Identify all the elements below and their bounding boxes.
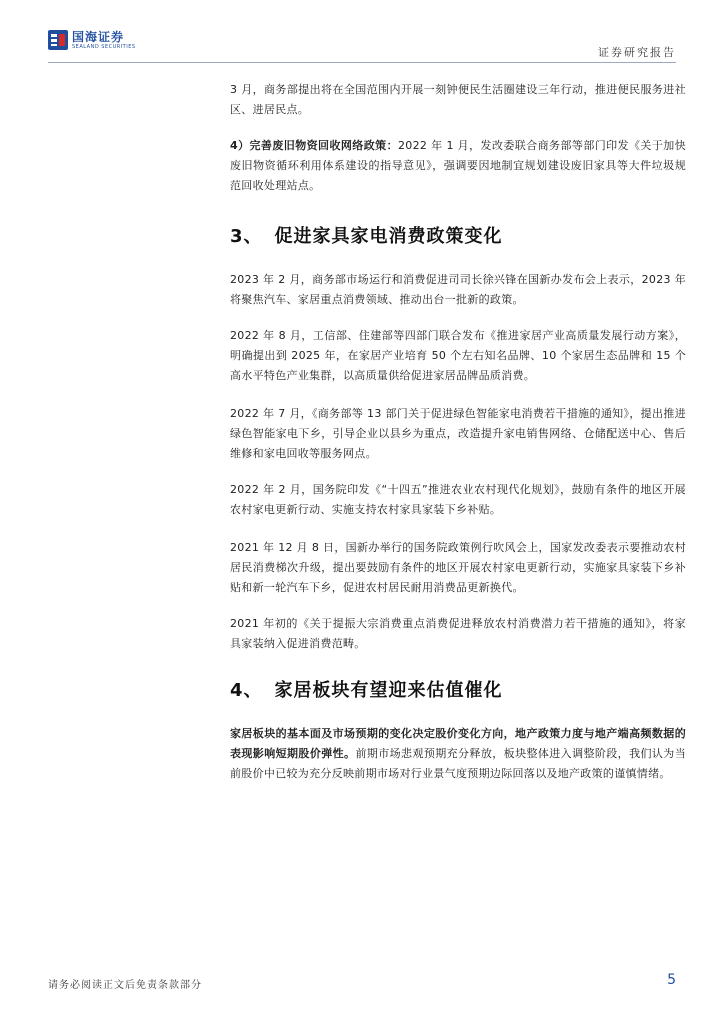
paragraph-8: 2021 年初的《关于提振大宗消费重点消费促进释放农村消费潜力若干措施的通知》，将家具家装纳入促进消费范畴。 <box>230 617 686 650</box>
paragraph-9-lead: 家居板块的基本面及市场预期的变化决定股价变化方向，地产政策力度与地产端高频数据的表现影响短期股价弹性。 <box>230 727 686 760</box>
paragraph-6: 2022 年 2 月，国务院印发《“十四五”推进农业农村现代化规划》，鼓励有条件的地区开展农村家电更新行动、实施支持农村家具家装下乡补贴。 <box>230 483 686 516</box>
section-3-number: 3、 <box>230 226 263 247</box>
paragraph-2-lead: 4）完善废旧物资回收网络政策： <box>230 139 398 152</box>
section-4-number: 4、 <box>230 680 263 701</box>
section-4-title: 家居板块有望迎来估值催化 <box>274 680 503 701</box>
paragraph-3: 2023 年 2 月，商务部市场运行和消费促进司司长徐兴锋在国新办发布会上表示，2023 年将聚焦汽车、家居重点消费领域、推动出台一批新的政策。 <box>230 273 686 306</box>
report-type-label: 证券研究报告 <box>598 46 676 59</box>
logo-cn-text: 国海证券 <box>72 29 125 44</box>
paragraph-1: 3 月，商务部提出将在全国范围内开展一刻钟便民生活圈建设三年行动，推进便民服务进社区、进居民点。 <box>230 83 686 116</box>
section-3-title: 促进家具家电消费政策变化 <box>274 226 503 247</box>
header-divider <box>48 62 676 63</box>
paragraph-9-text: 前期市场悲观预期充分释放，板块整体进入调整阶段，我们认为当前股价中已较为充分反映前期市场对行业景气度预期边际回落以及地产政策的谨慎情绪。 <box>230 747 686 780</box>
paragraph-2-text: 2022 年 1 月，发改委联合商务部等部门印发《关于加快废旧物资循环利用体系建设的指导意见》，强调要因地制宜规划建设废旧家具等大件垃圾规范回收处理站点。 <box>230 139 686 192</box>
paragraph-2 <box>230 136 686 196</box>
section-heading-3 <box>230 222 503 248</box>
disclaimer-text: 请务必阅读正文后免责条款部分 <box>48 980 202 991</box>
paragraph-9 <box>230 724 686 784</box>
page-number: 5 <box>667 972 676 988</box>
sealand-logo-icon <box>48 30 68 50</box>
paragraph-7: 2021 年 12 月 8 日，国新办举行的国务院政策例行吹风会上，国家发改委表示要推动农村居民消费梯次升级，提出要鼓励有条件的地区开展农村家电更新行动，实施家具家装下乡补贴和新一轮汽车下乡，促进农村居民耐用消费品更新换代。 <box>230 541 686 594</box>
paragraph-5: 2022 年 7 月，《商务部等 13 部门关于促进绿色智能家电消费若干措施的通知》，提出推进绿色智能家电下乡，引导企业以县乡为重点，改造提升家电销售网络、仓储配送中心、售后维修和家电回收等服务网点。 <box>230 407 686 460</box>
page-header <box>48 28 676 60</box>
paragraph-4: 2022 年 8 月，工信部、住建部等四部门联合发布《推进家居产业高质量发展行动方案》，明确提出到 2025 年，在家居产业培育 50 个左右知名品牌、10 个家居生态品牌和 15 个高水平特色产业集群，以高质量供给促进家居品牌品质消费。 <box>230 329 686 382</box>
logo-en-text: SEALAND SECURITIES <box>72 43 136 50</box>
section-heading-4 <box>230 676 503 702</box>
company-logo <box>48 30 136 50</box>
